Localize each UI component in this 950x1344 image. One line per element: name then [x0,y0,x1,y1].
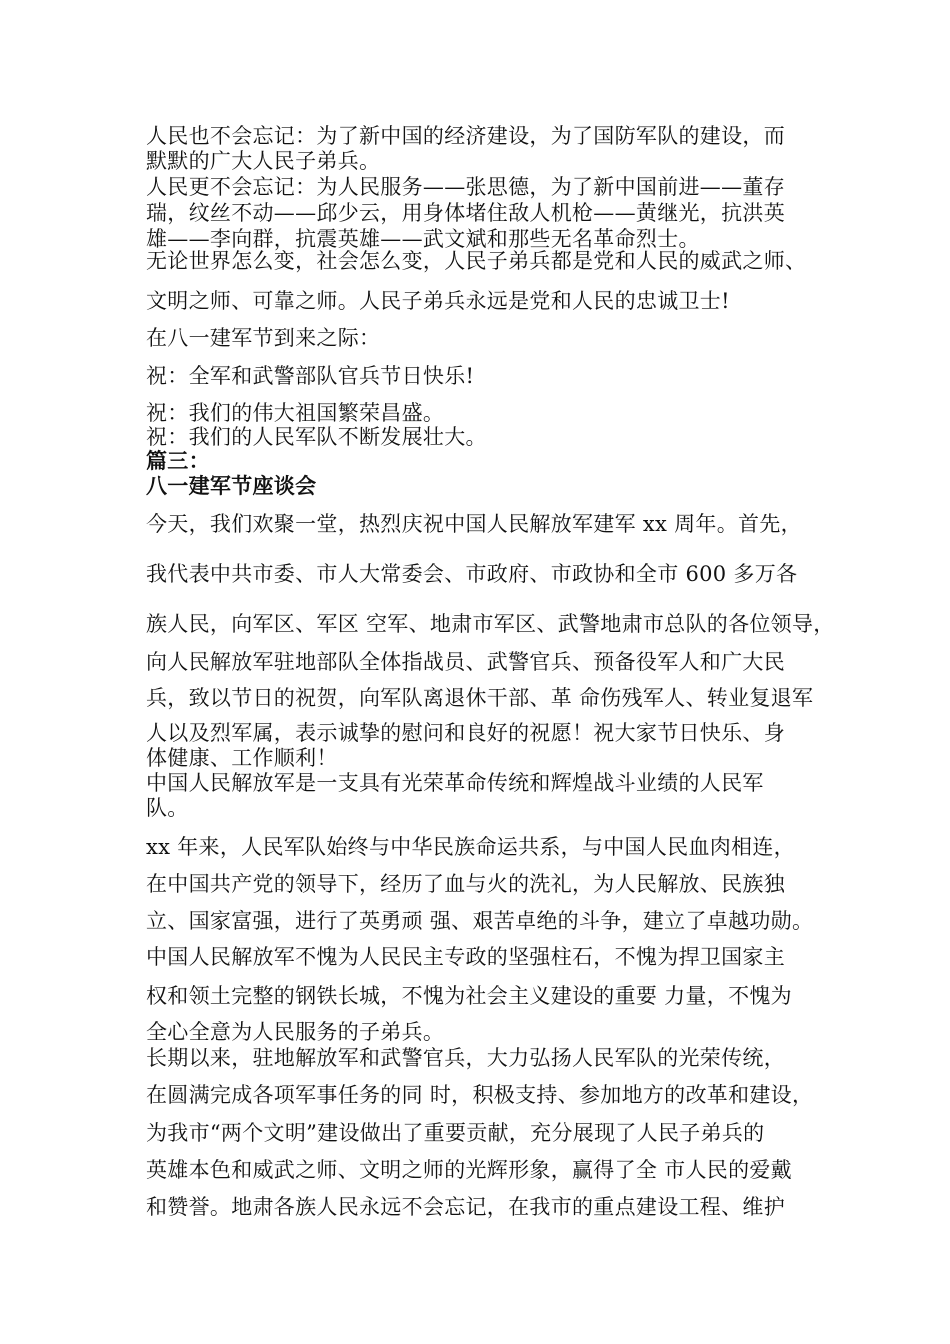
text-line: 中国人民解放军是一支具有光荣革命传统和辉煌战斗业绩的人民军 [146,771,764,795]
text-line: 英雄本色和威武之师、文明之师的光辉形象，赢得了全 市人民的爱戴 [146,1158,792,1182]
text-line: 在八一建军节到来之际： [146,326,381,350]
text-line: 祝：全军和武警部队官兵节日快乐! [146,364,475,388]
text-line: 体健康、工作顺利！ [146,746,338,770]
text-line: 权和领土完整的钢铁长城，不愧为社会主义建设的重要 力量，不愧为 [146,984,792,1008]
text-line: 人民更不会忘记：为人民服务——张思德，为了新中国前进——董存 [146,175,785,199]
text-line: 祝：我们的伟大祖国繁荣昌盛。 [146,401,445,425]
text-line: 族人民，向军区、军区 空军、地肃市军区、武警地肃市总队的各位领导， [146,612,835,636]
text-line: 人以及烈军属，表示诚挚的慰问和良好的祝愿！祝大家节日快乐、身 [146,721,785,745]
text-line: 在中国共产党的领导下，经历了血与火的洗礼，为人民解放、民族独 [146,872,785,896]
text-line: 和赞誉。地肃各族人民永远不会忘记，在我市的重点建设工程、维护 [146,1195,785,1219]
text-line: 无论世界怎么变，社会怎么变，人民子弟兵都是党和人民的威武之师、 [146,249,807,273]
text-line: 今天，我们欢聚一堂，热烈庆祝中国人民解放军建军 xx 周年。首先， [146,512,802,536]
text-line: 向人民解放军驻地部队全体指战员、武警官兵、预备役军人和广大民 [146,650,785,674]
text-line: 兵，致以节日的祝贺，向军队离退休干部、革 命伤残军人、转业复退军 [146,686,814,710]
section-title: 八一建军节座谈会 [146,473,317,498]
text-line: 中国人民解放军不愧为人民民主专政的坚强柱石，不愧为捍卫国家主 [146,945,785,969]
text-line: 默默的广大人民子弟兵。 [146,149,381,173]
section-heading: 篇三： [146,448,210,473]
text-line: 在圆满完成各项军事任务的同 时，积极支持、参加地方的改革和建设， [146,1083,814,1107]
text-line: 立、国家富强，进行了英勇顽 强、艰苦卓绝的斗争，建立了卓越功勋。 [146,909,814,933]
text-line: 瑞，纹丝不动——邱少云，用身体堵住敌人机枪——黄继光，抗洪英 [146,201,785,225]
text-line: 人民也不会忘记：为了新中国的经济建设，为了国防军队的建设，而 [146,124,785,148]
text-line: 祝：我们的人民军队不断发展壮大。 [146,425,487,449]
text-line: 雄——李向群，抗震英雄——武文斌和那些无名革命烈士。 [146,227,700,251]
text-line: 队。 [146,796,189,820]
text-line: 文明之师、可靠之师。人民子弟兵永远是党和人民的忠诚卫士! [146,289,730,313]
text-line: xx 年来，人民军队始终与中华民族命运共系，与中国人民血肉相连， [146,835,795,859]
text-line: 为我市“两个文明”建设做出了重要贡献，充分展现了人民子弟兵的 [146,1121,765,1145]
text-line: 长期以来，驻地解放军和武警官兵，大力弘扬人民军队的光荣传统， [146,1046,785,1070]
text-line: 全心全意为人民服务的子弟兵。 [146,1020,445,1044]
text-line: 我代表中共市委、市人大常委会、市政府、市政协和全市 600 多万各 [146,562,798,586]
